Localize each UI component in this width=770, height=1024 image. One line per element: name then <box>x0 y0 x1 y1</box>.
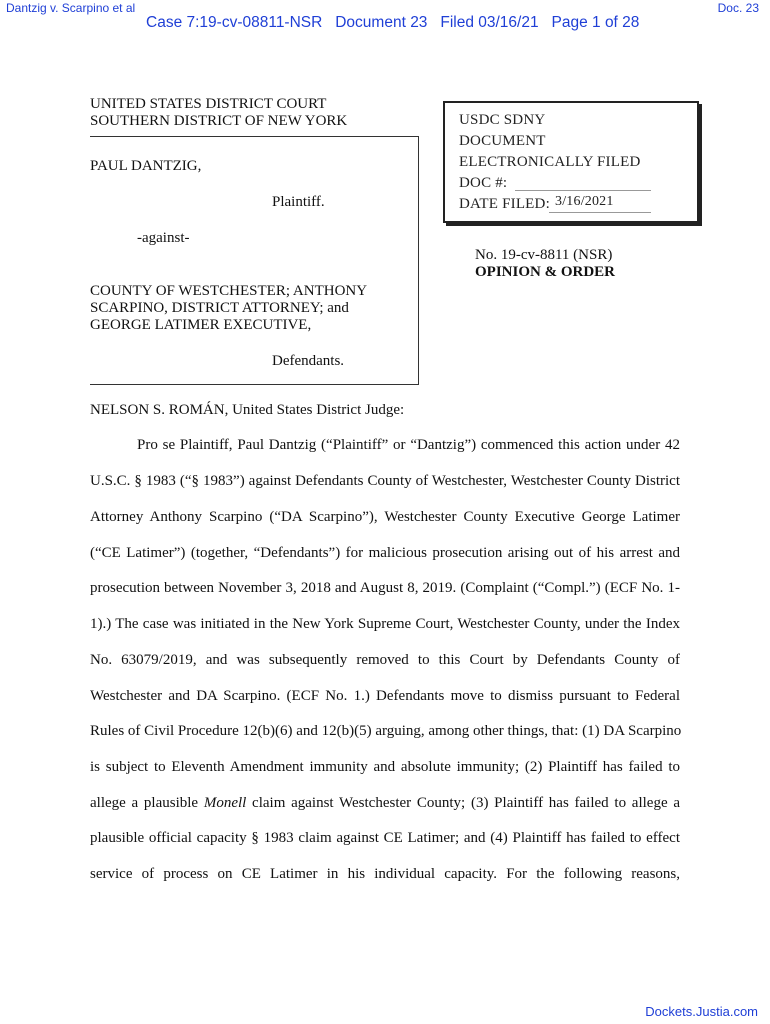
court-name-line1: UNITED STATES DISTRICT COURT <box>90 96 327 112</box>
case-name-link[interactable]: Dantzig v. Scarpino et al <box>6 1 136 15</box>
plaintiff-name: PAUL DANTZIG, <box>90 158 202 174</box>
body-line-11-pre: allege a plausible <box>90 795 204 811</box>
caption-bottom-rule <box>90 384 419 385</box>
doc-number-link[interactable]: Doc. 23 <box>717 1 759 15</box>
plaintiff-role: Plaintiff. <box>272 194 325 210</box>
dockets-justia-link[interactable]: Dockets.Justia.com <box>645 1004 758 1019</box>
body-line-5: prosecution between November 3, 2018 and August 8, 2019. (Complaint (“Compl.”) (ECF No. 1- <box>90 580 680 596</box>
judge-line: NELSON S. ROMÁN, United States District Judge: <box>90 402 405 418</box>
body-line-1: Pro se Plaintiff, Paul Dantzig (“Plaintiff” or “Dantzig”) commenced this action under 42 <box>137 437 680 453</box>
body-line-11-post: claim against Westchester County; (3) Plaintiff has failed to allege a <box>246 795 681 811</box>
body-line-11 <box>90 795 680 812</box>
filing-stamp <box>443 101 699 223</box>
defendants-line2: SCARPINO, DISTRICT ATTORNEY; and <box>90 300 349 316</box>
stamp-doc-label: DOC #: <box>459 175 508 191</box>
body-line-9: Rules of Civil Procedure 12(b)(6) and 12(b)(5) arguing, among other things, that: (1) DA Scarpino <box>90 723 682 739</box>
stamp-date-label: DATE FILED: <box>459 196 550 212</box>
body-line-12: plausible official capacity § 1983 claim against CE Latimer; and (4) Plaintiff has failed to effect <box>90 830 680 846</box>
opinion-title: OPINION & ORDER <box>475 264 616 280</box>
caption-top-rule <box>90 136 418 137</box>
body-line-4: (“CE Latimer”) (together, “Defendants”) for malicious prosecution arising out of his arrest and <box>90 545 680 561</box>
case-number: No. 19-cv-8811 (NSR) <box>475 247 613 263</box>
monell-emphasis: Monell <box>203 795 247 811</box>
stamp-doc-field <box>515 190 651 191</box>
defendants-role: Defendants. <box>272 353 345 369</box>
body-line-13: service of process on CE Latimer in his individual capacity. For the following reasons, <box>90 866 680 882</box>
against-label: -against- <box>137 230 190 246</box>
stamp-line-document: DOCUMENT <box>459 133 546 149</box>
body-line-10: is subject to Eleventh Amendment immunity and absolute immunity; (2) Plaintiff has failed to <box>90 759 680 775</box>
body-line-3: Attorney Anthony Scarpino (“DA Scarpino”), Westchester County Executive George Latimer <box>90 509 680 525</box>
caption-right-rule <box>418 136 419 384</box>
body-line-8: Westchester and DA Scarpino. (ECF No. 1.) Defendants move to dismiss pursuant to Federal <box>90 688 680 704</box>
stamp-date-value: 3/16/2021 <box>555 194 614 209</box>
body-line-6: 1).) The case was initiated in the New York Supreme Court, Westchester County, under the Index <box>90 616 680 632</box>
defendants-line3: GEORGE LATIMER EXECUTIVE, <box>90 317 312 333</box>
stamp-date-field <box>549 212 651 213</box>
case-stamp: Case 7:19-cv-08811-NSR Document 23 Filed 03/16/21 Page 1 of 28 <box>146 14 640 31</box>
stamp-line-court: USDC SDNY <box>459 112 546 128</box>
body-line-7: No. 63079/2019, and was subsequently removed to this Court by Defendants County of <box>90 652 680 668</box>
stamp-line-electronic: ELECTRONICALLY FILED <box>459 154 641 170</box>
court-name-line2: SOUTHERN DISTRICT OF NEW YORK <box>90 113 348 129</box>
defendants-line1: COUNTY OF WESTCHESTER; ANTHONY <box>90 283 368 299</box>
body-line-2: U.S.C. § 1983 (“§ 1983”) against Defendants County of Westchester, Westchester County District <box>90 473 680 489</box>
